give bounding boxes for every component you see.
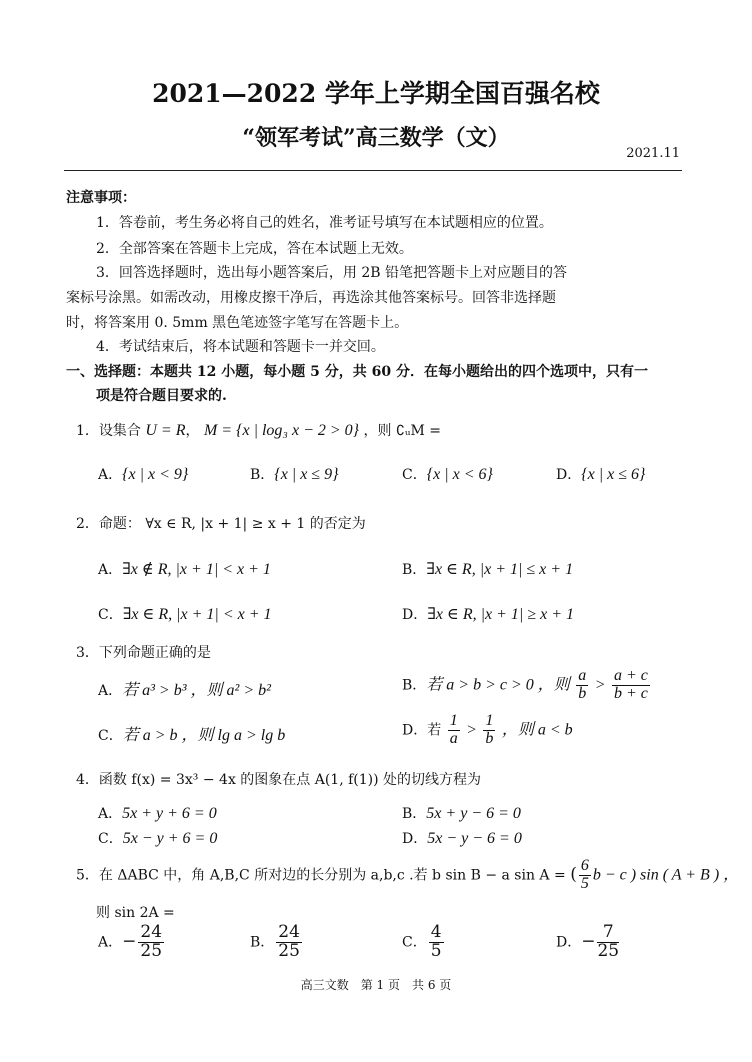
notice-item-3-cont: 案标号涂黑。如需改动，用橡皮擦干净后，再选涂其他答案标号。回答非选择题 xyxy=(66,290,556,306)
fraction: $\frac{7}{25}$ xyxy=(597,922,620,961)
option-a[interactable]: A．5x + y + 6 = 0 xyxy=(98,805,217,822)
notice-item-3-cont: 时，将答案用 0. 5mm 黑色笔迹签字笔写在答题卡上。 xyxy=(66,315,409,331)
notice-item-4: 4．考试结束后，将本试题和答题卡一并交回。 xyxy=(96,339,385,355)
fraction: $\frac{1}{b}$ xyxy=(485,712,494,747)
page-footer: 高三文数 第 1 页 共 6 页 xyxy=(300,978,452,992)
notice-item-3: 3．回答选择题时，选出每小题答案后，用 2B 铅笔把答题卡上对应题目的答 xyxy=(96,265,568,281)
option-value: {x | x < 9} xyxy=(122,466,189,483)
section-heading: 一、选择题：本题共 12 小题，每小题 5 分，共 60 分．在每小题给出的四个选项中，只有一 xyxy=(66,364,648,380)
option-c[interactable]: C． $\frac{4}{5}$ xyxy=(402,922,442,961)
option-a[interactable]: A．∃x ∉ R, |x + 1| < x + 1 xyxy=(98,561,271,578)
fraction: $\frac{4}{5}$ xyxy=(430,922,442,961)
option-d[interactable]: D．若 $\frac{1}{a}$ > $\frac{1}{b}$ ，则 a < b xyxy=(402,712,573,747)
fraction: $\frac{24}{25}$ xyxy=(140,922,163,961)
question-4: 4．函数 f(x) = 3x³ − 4x 的图象在点 A(1, f(1)) 处的切线方程为 xyxy=(76,772,482,788)
fraction: $\frac{24}{25}$ xyxy=(278,922,300,961)
question-3: 3．下列命题正确的是 xyxy=(76,645,211,661)
option-d[interactable]: D．− $\frac{7}{25}$ xyxy=(556,922,620,961)
fraction: $\frac{6}{5}$ xyxy=(580,857,589,892)
notice-item-1: 1．答卷前，考生务必将自己的姓名，准考证号填写在本试题相应的位置。 xyxy=(96,215,553,231)
option-value: ∃x ∉ R, |x + 1| < x + 1 xyxy=(122,561,271,578)
math-expression: M = {x | log₃ x − 2 > 0} xyxy=(203,422,360,439)
option-value: ∃x ∈ R, |x + 1| < x + 1 xyxy=(122,606,272,623)
question-stem: 1．设集合 xyxy=(76,423,141,439)
option-d[interactable]: D．∃x ∈ R, |x + 1| ≥ x + 1 xyxy=(402,606,575,623)
option-b[interactable]: B．5x + y − 6 = 0 xyxy=(402,805,521,822)
fraction: $\frac{a + c}{b + c}$ xyxy=(613,667,648,702)
option-a[interactable]: A．若 a³ > b³ ，则 a² > b² xyxy=(98,682,271,699)
option-value: {x | x < 6} xyxy=(426,466,493,483)
option-b[interactable]: B． $\frac{24}{25}$ xyxy=(250,922,300,961)
option-value: {x | x ≤ 9} xyxy=(274,466,339,483)
question-1: 1．设集合 U = R， M = {x | log₃ x − 2 > 0} ，则 ∁ᵤM = xyxy=(76,422,441,439)
notice-item-2: 2．全部答案在答题卡上完成，答在本试题上无效。 xyxy=(96,241,413,257)
exam-date: 2021.11 xyxy=(626,146,680,161)
notice-heading: 注意事项： xyxy=(66,190,136,206)
option-value: 5x + y − 6 = 0 xyxy=(426,805,521,822)
header-rule xyxy=(64,170,682,171)
option-c[interactable]: C．若 a > b ，则 lg a > lg b xyxy=(98,727,286,744)
exam-title: 2021—2022 学年上学期全国百强名校 xyxy=(152,79,600,108)
exam-subtitle: “领军考试”高三数学（文） xyxy=(242,125,510,151)
option-value: 5x − y + 6 = 0 xyxy=(122,830,218,847)
option-d[interactable]: D．{x | x ≤ 6} xyxy=(556,466,646,483)
option-d[interactable]: D．5x − y − 6 = 0 xyxy=(402,830,522,847)
option-value: ∃x ∈ R, |x + 1| ≥ x + 1 xyxy=(427,606,575,623)
fraction: $\frac{a}{b}$ xyxy=(578,667,587,702)
option-c[interactable]: C．∃x ∈ R, |x + 1| < x + 1 xyxy=(98,606,272,623)
question-stem: ，则 ∁ᵤM = xyxy=(363,423,441,439)
option-value: 若 a³ > b³ ，则 a² > b² xyxy=(122,682,271,699)
question-5: 5．在 ΔABC 中，角 A,B,C 所对边的长分别为 a,b,c .若 b sin B − a sin A = ( $\frac{6}{5}$ b − c ) sin ( A + B ) ， xyxy=(76,857,740,892)
option-a[interactable]: A．− $\frac{24}{25}$ xyxy=(98,922,163,961)
option-value: 5x + y + 6 = 0 xyxy=(122,805,217,822)
fraction: $\frac{1}{a}$ xyxy=(449,712,458,747)
section-heading-cont: 项是符合题目要求的. xyxy=(96,388,227,404)
math-expression: U = R xyxy=(145,422,186,439)
option-b[interactable]: B．若 a > b > c > 0 ，则 $\frac{a}{b}$ > $\frac{a + c}{b + c}$ xyxy=(402,667,648,702)
option-c[interactable]: C．{x | x < 6} xyxy=(402,466,493,483)
option-value: 5x − y − 6 = 0 xyxy=(427,830,522,847)
option-value: ∃x ∈ R, |x + 1| ≤ x + 1 xyxy=(426,561,574,578)
question-5-cont: 则 sin 2A = xyxy=(96,905,175,921)
option-a[interactable]: A．{x | x < 9} xyxy=(98,466,189,483)
question-2: 2．命题： ∀x ∈ R, |x + 1| ≥ x + 1 的否定为 xyxy=(76,516,366,532)
option-value: {x | x ≤ 6} xyxy=(581,466,646,483)
option-value: 若 a > b ，则 lg a > lg b xyxy=(122,727,286,744)
option-b[interactable]: B．{x | x ≤ 9} xyxy=(250,466,339,483)
option-c[interactable]: C．5x − y + 6 = 0 xyxy=(98,830,218,847)
option-b[interactable]: B．∃x ∈ R, |x + 1| ≤ x + 1 xyxy=(402,561,574,578)
